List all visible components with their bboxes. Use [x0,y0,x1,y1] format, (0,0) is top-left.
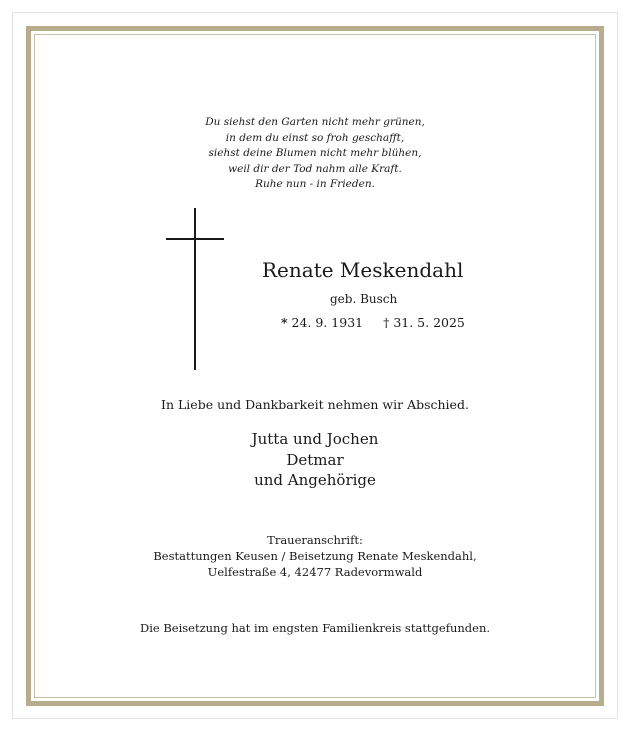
farewell-text: In Liebe und Dankbarkeit nehmen wir Abschied. [161,397,469,412]
address-line: Uelfestraße 4, 42477 Radevormwald [207,565,423,579]
death-cross-icon: † [383,315,390,330]
birth-name: geb. Busch [330,292,398,306]
death-date: 31. 5. 2025 [393,315,465,330]
address-line: Bestattungen Keusen / Beisetzung Renate Meskendahl, [153,549,477,563]
poem-line: Du siehst den Garten nicht mehr grünen, [205,116,425,128]
poem-line: Ruhe nun - in Frieden. [255,178,375,190]
life-dates [281,315,465,330]
birth-date: 24. 9. 1931 [291,315,364,330]
poem-line: in dem du einst so froh geschafft, [225,131,405,144]
poem-line: weil dir der Tod nahm alle Kraft. [228,162,402,175]
mourner-entry: Jutta und Jochen [251,430,379,448]
address-heading: Traueranschrift: [267,533,363,547]
mourning-address [0,532,630,580]
deceased-name: Renate Meskendahl [262,258,464,282]
cross-vertical-bar [194,208,196,370]
mourners-list [0,429,630,491]
birth-star-icon: * [281,315,288,330]
mourner-entry: Detmar [286,450,344,469]
mourner-entry: und Angehörige [254,471,376,489]
poem [0,115,630,193]
poem-line: siehst deine Blumen nicht mehr blühen, [208,147,422,159]
cross-horizontal-bar [166,238,224,240]
cross-icon [166,208,224,370]
burial-note: Die Beisetzung hat im engsten Familienkreis stattgefunden. [139,621,491,635]
